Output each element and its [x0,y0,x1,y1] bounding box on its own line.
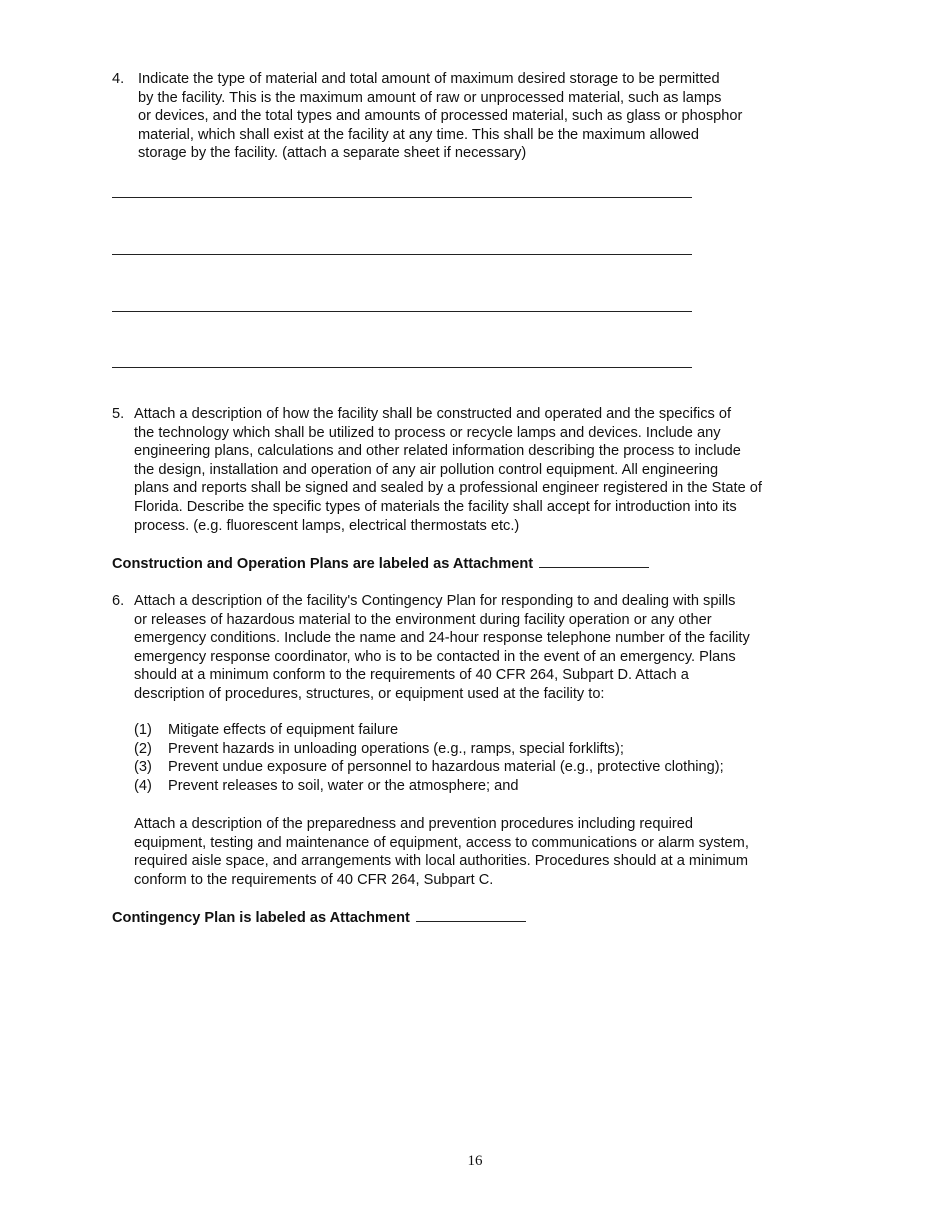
construction-attachment-label: Construction and Operation Plans are labeled as Attachment [112,556,534,572]
question-5-line: the design, installation and operation of any air pollution control equipment. All engineering [134,461,719,478]
construction-attachment-blank[interactable] [539,555,649,568]
question-4-line: material, which shall exist at the facility at any time. This shall be the maximum allowed [138,126,700,143]
answer-blank-line-3[interactable] [112,311,692,312]
list-item-marker: (2) [134,740,152,757]
list-item [134,721,724,740]
list-item-marker: (3) [134,759,152,776]
list-item [134,758,724,777]
question-4-line: Indicate the type of material and total amount of maximum desired storage to be permitted [138,71,720,87]
question-4-line: or devices, and the total types and amounts of processed material, such as glass or phosphor [138,108,743,125]
question-5-line: plans and reports shall be signed and sealed by a professional engineer registered in the State of [134,480,762,497]
question-4-line: by the facility. This is the maximum amount of raw or unprocessed material, such as lamps [138,89,722,106]
question-4-line: storage by the facility. (attach a separate sheet if necessary) [138,145,527,162]
question-6-number: 6. [112,593,125,609]
preparedness-paragraph [134,815,749,889]
paragraph-line: equipment, testing and maintenance of equipment, access to communications or alarm system, [134,834,749,851]
question-5-line: Attach a description of how the facility shall be constructed and operated and the specifics of [134,406,732,422]
question-4-text [138,70,742,163]
page-number: 16 [467,1153,483,1169]
question-6 [112,592,750,704]
question-5-line: Florida. Describe the specific types of materials the facility shall accept for introduction into its [134,498,737,515]
answer-blank-line-4[interactable] [112,367,692,368]
question-6-line: or releases of hazardous material to the environment during facility operation or any other [134,611,712,628]
list-item-marker: (4) [134,777,152,794]
question-5-number: 5. [112,406,125,422]
list-item-marker: (1) [134,722,152,738]
question-6-line: description of procedures, structures, or equipment used at the facility to: [134,685,605,702]
contingency-attachment-row [112,909,526,927]
list-item-text: Mitigate effects of equipment failure [168,722,399,738]
contingency-attachment-label: Contingency Plan is labeled as Attachment [112,910,410,926]
question-5-line: process. (e.g. fluorescent lamps, electrical thermostats etc.) [134,517,520,534]
question-6-line: Attach a description of the facility's Contingency Plan for responding to and dealing with spills [134,593,736,609]
question-5-line: the technology which shall be utilized to process or recycle lamps and devices. Include any [134,424,721,441]
paragraph-line: Attach a description of the preparedness and prevention procedures including required [134,816,693,832]
question-4 [112,70,742,163]
question-5-text [134,405,762,535]
contingency-item-list [134,721,724,795]
list-item-text: Prevent hazards in unloading operations (e.g., ramps, special forklifts); [168,740,624,757]
paragraph-line: required aisle space, and arrangements with local authorities. Procedures should at a minimum [134,853,749,870]
question-4-number: 4. [112,71,125,87]
answer-blank-line-1[interactable] [112,197,692,198]
paragraph-line: conform to the requirements of 40 CFR 264, Subpart C. [134,871,494,888]
question-5 [112,405,762,535]
list-item [134,740,724,759]
list-item-text: Prevent releases to soil, water or the atmosphere; and [168,777,519,794]
contingency-attachment-blank[interactable] [416,909,526,922]
question-6-line: emergency conditions. Include the name and 24-hour response telephone number of the facility [134,630,750,647]
question-5-line: engineering plans, calculations and other related information describing the process to include [134,443,741,460]
question-6-text [134,592,750,704]
list-item-text: Prevent undue exposure of personnel to hazardous material (e.g., protective clothing); [168,759,724,776]
answer-blank-line-2[interactable] [112,254,692,255]
question-6-line: emergency response coordinator, who is to be contacted in the event of an emergency. Plans [134,648,736,665]
list-item [134,777,724,796]
construction-attachment-row [112,555,649,573]
question-6-line: should at a minimum conform to the requirements of 40 CFR 264, Subpart D. Attach a [134,667,689,684]
